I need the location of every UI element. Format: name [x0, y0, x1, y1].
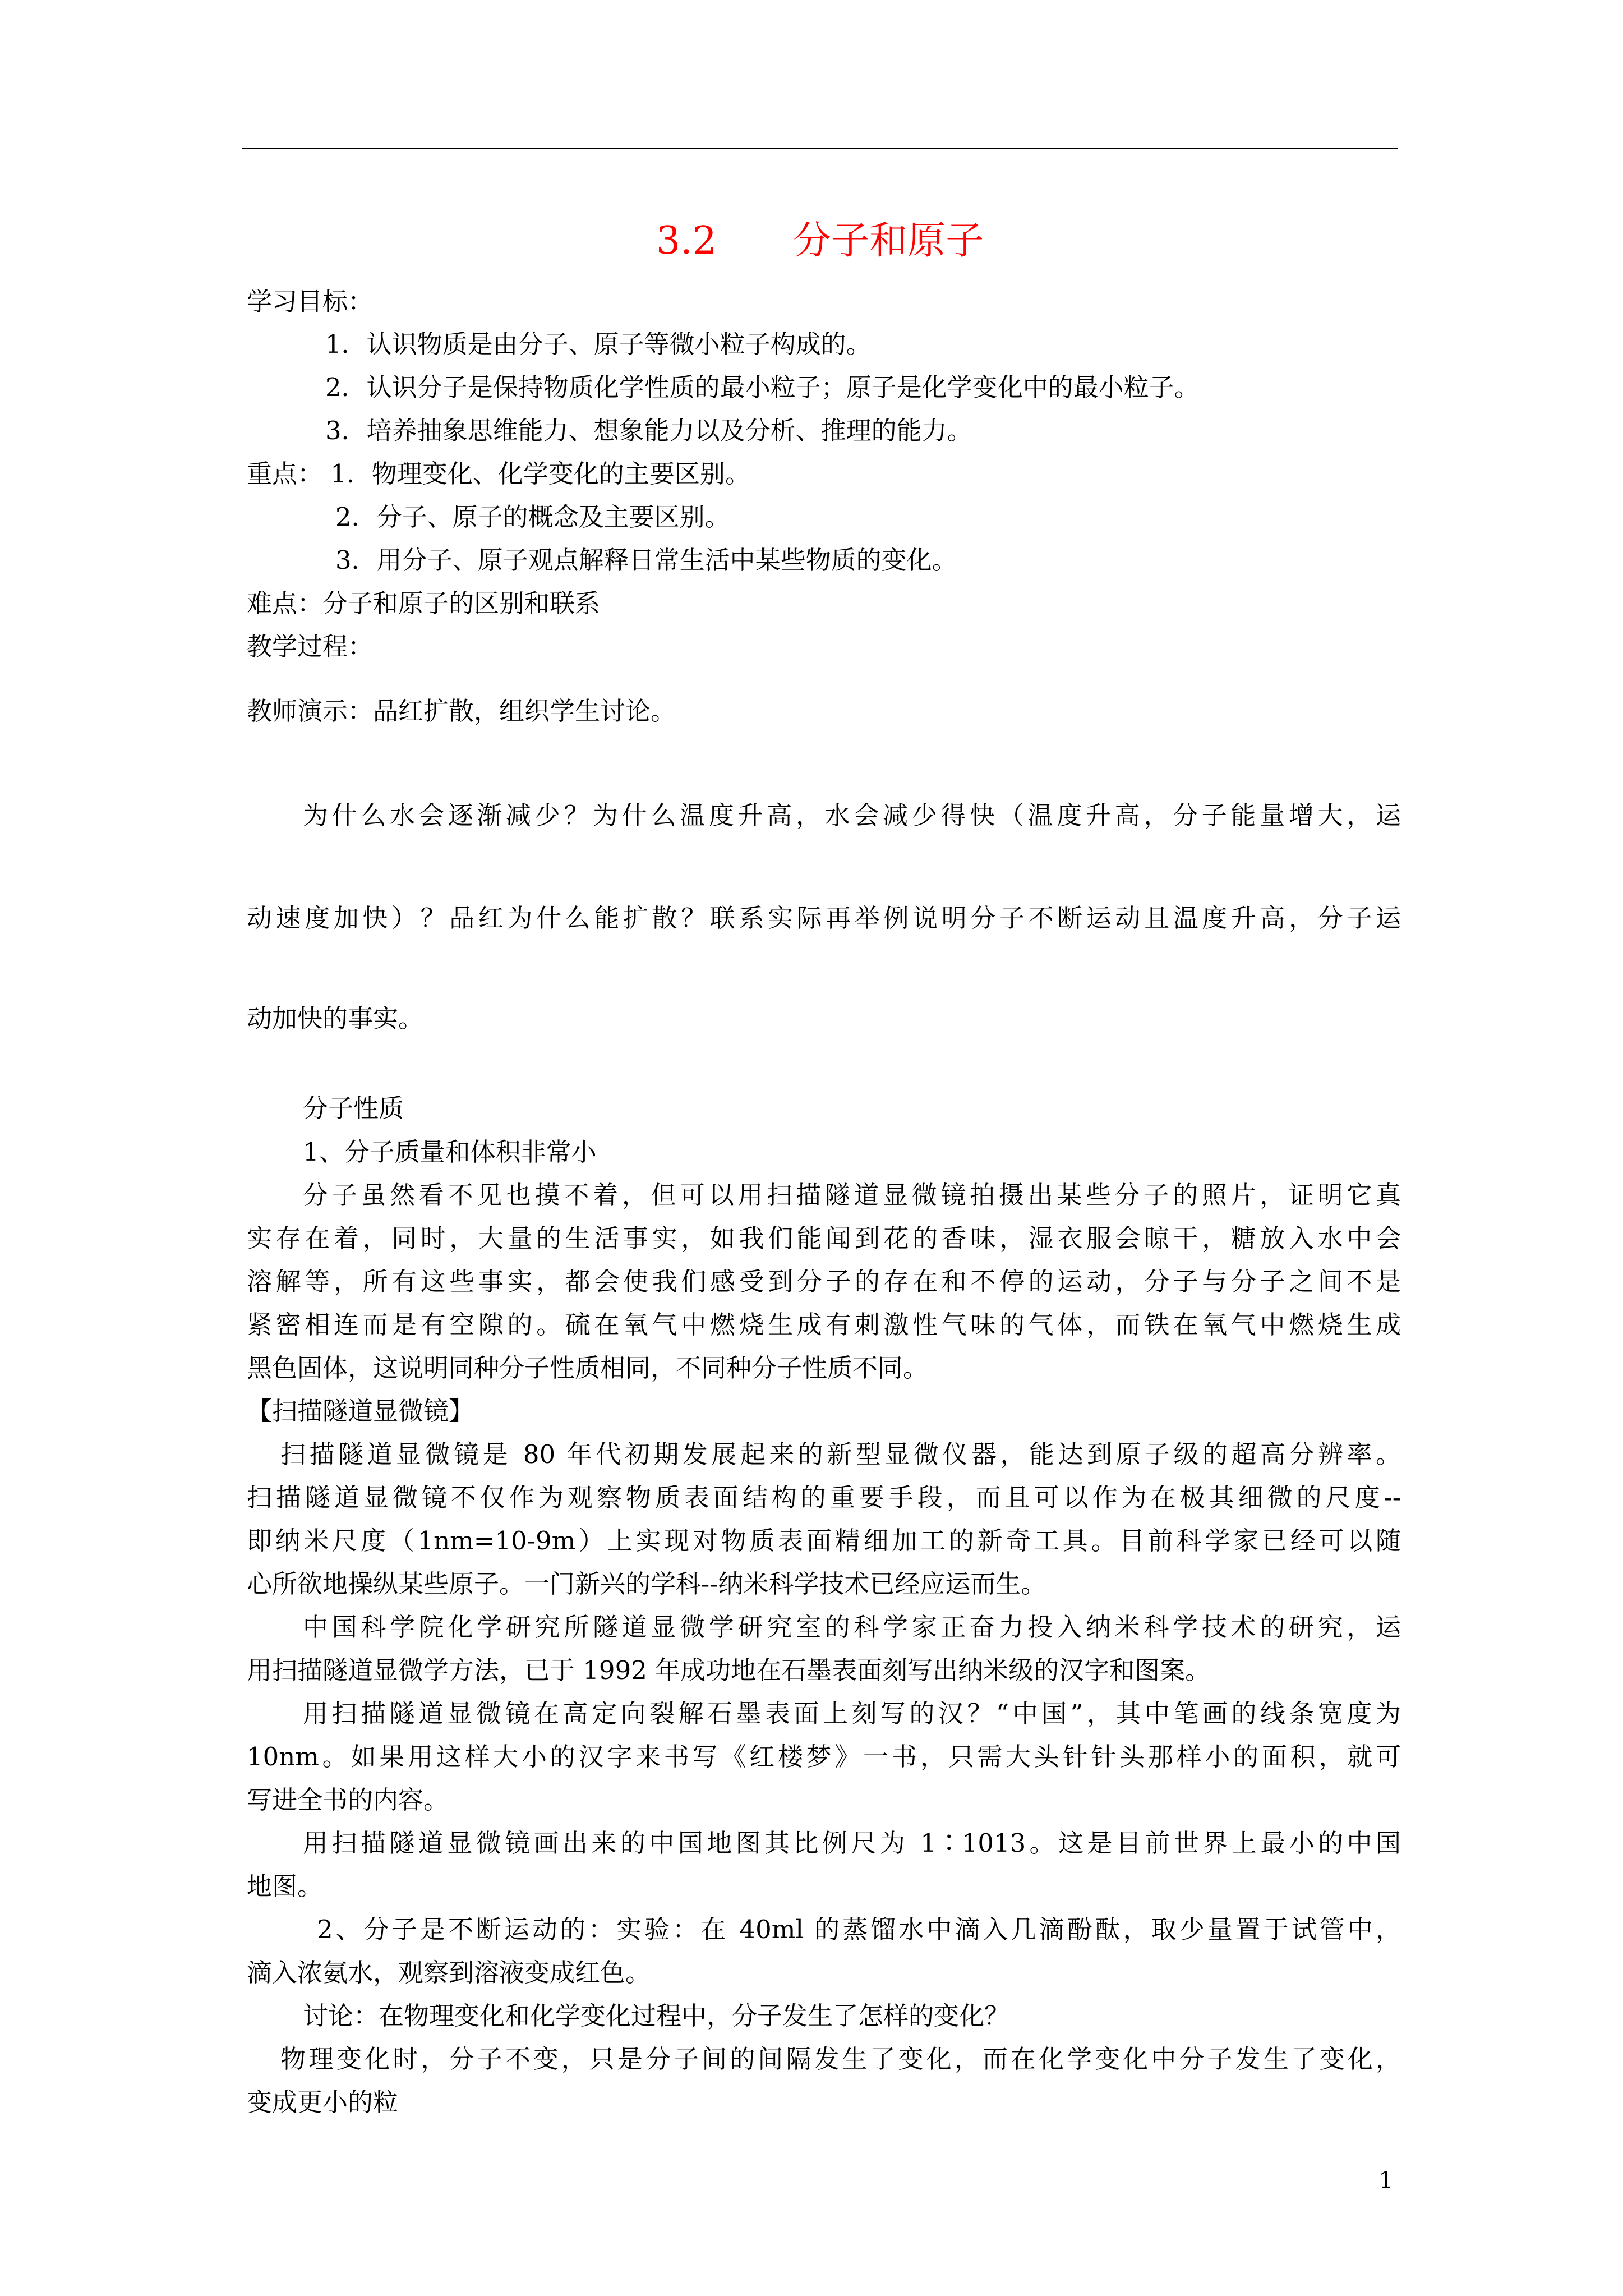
question-line: 动加快的事实。 — [247, 1004, 424, 1033]
paragraph-line: 心所欲地操纵某些原子。一门新兴的学科--纳米科学技术已经应运而生。 — [247, 1569, 1046, 1599]
paragraph-line: 用扫描隧道显微镜画出来的中国地图其比例尺为 1∶1013。这是目前世界上最小的中国 — [303, 1828, 1401, 1858]
paragraph-line: 实存在着，同时，大量的生活事实，如我们能闻到花的香味，湿衣服会晾干，糖放入水中会 — [247, 1223, 1401, 1253]
objective-item: 3．培养抽象思维能力、想象能力以及分析、推理的能力。 — [325, 416, 972, 445]
paragraph-line: 黑色固体，这说明同种分子性质相同，不同种分子性质不同。 — [247, 1353, 929, 1383]
difficulty-line: 难点：分子和原子的区别和联系 — [247, 588, 601, 618]
objective-item: 1．认识物质是由分子、原子等微小粒子构成的。 — [325, 329, 872, 359]
page-number: 1 — [1378, 2168, 1393, 2193]
paragraph-line: 2、分子是不断运动的：实验：在 40ml 的蒸馏水中滴入几滴酚酞，取少量置于试管中， — [317, 1915, 1401, 1944]
paragraph-line: 扫描隧道显微镜是 80 年代初期发展起来的新型显微仪器，能达到原子级的超高分辨率。 — [280, 1439, 1401, 1469]
paragraph-line: 地图。 — [247, 1871, 323, 1901]
page-title: 3.2 分子和原子 — [656, 219, 984, 263]
objective-item: 2．认识分子是保持物质化学性质的最小粒子；原子是化学变化中的最小粒子。 — [325, 372, 1200, 402]
paragraph-line: 即纳米尺度（1nm=10-9m）上实现对物质表面精细加工的新奇工具。目前科学家已经可以随 — [247, 1526, 1401, 1556]
paragraph-line: 物理变化时，分子不变，只是分子间的间隔发生了变化，而在化学变化中分子发生了变化， — [280, 2044, 1401, 2074]
paragraph-line: 用扫描隧道显微镜在高定向裂解石墨表面上刻写的汉？“中国”，其中笔画的线条宽度为 — [303, 1699, 1401, 1728]
paragraph-line: 分子虽然看不见也摸不着，但可以用扫描隧道显微镜拍摄出某些分子的照片，证明它真 — [303, 1180, 1401, 1210]
paragraph-line: 溶解等，所有这些事实，都会使我们感受到分子的存在和不停的运动，分子与分子之间不是 — [247, 1267, 1401, 1296]
section-heading: 【扫描隧道显微镜】 — [247, 1396, 474, 1426]
paragraph-line: 10nm。如果用这样大小的汉字来书写《红楼梦》一书，只需大头针针头那样小的面积，就可 — [247, 1742, 1401, 1772]
discussion-line: 讨论：在物理变化和化学变化过程中，分子发生了怎样的变化？ — [303, 2001, 1010, 2031]
paragraph-line: 变成更小的粒 — [247, 2087, 399, 2117]
paragraph-line: 中国科学院化学研究所隧道显微学研究室的科学家正奋力投入纳米科学技术的研究，运 — [303, 1612, 1401, 1642]
process-heading: 教学过程： — [247, 632, 374, 661]
question-line: 为什么水会逐渐减少？为什么温度升高，水会减少得快（温度升高，分子能量增大，运 — [303, 800, 1401, 830]
objectives-heading: 学习目标： — [247, 287, 374, 316]
paragraph-line: 紧密相连而是有空隙的。硫在氧气中燃烧生成有刺激性气味的气体，而铁在氧气中燃烧生成 — [247, 1310, 1401, 1340]
key-point-item: 3．用分子、原子观点解释日常生活中某些物质的变化。 — [335, 545, 957, 575]
paragraph-line: 滴入浓氨水，观察到溶液变成红色。 — [247, 1958, 651, 1987]
paragraph-line: 用扫描隧道显微学方法，已于 1992 年成功地在石墨表面刻写出纳米级的汉字和图案。 — [247, 1655, 1211, 1685]
header-rule — [242, 148, 1398, 149]
teacher-demo: 教师演示：品红扩散，组织学生讨论。 — [247, 696, 676, 726]
key-points-line: 重点： 1．物理变化、化学变化的主要区别。 — [247, 459, 750, 489]
subsection-heading: 1、分子质量和体积非常小 — [303, 1137, 597, 1167]
section-heading: 分子性质 — [303, 1093, 404, 1123]
key-point-item: 2．分子、原子的概念及主要区别。 — [335, 502, 730, 532]
paragraph-line: 扫描隧道显微镜不仅作为观察物质表面结构的重要手段，而且可以作为在极其细微的尺度-- — [247, 1483, 1401, 1512]
paragraph-line: 写进全书的内容。 — [247, 1785, 449, 1815]
question-line: 动速度加快）？品红为什么能扩散？联系实际再举例说明分子不断运动且温度升高，分子运 — [247, 903, 1401, 933]
